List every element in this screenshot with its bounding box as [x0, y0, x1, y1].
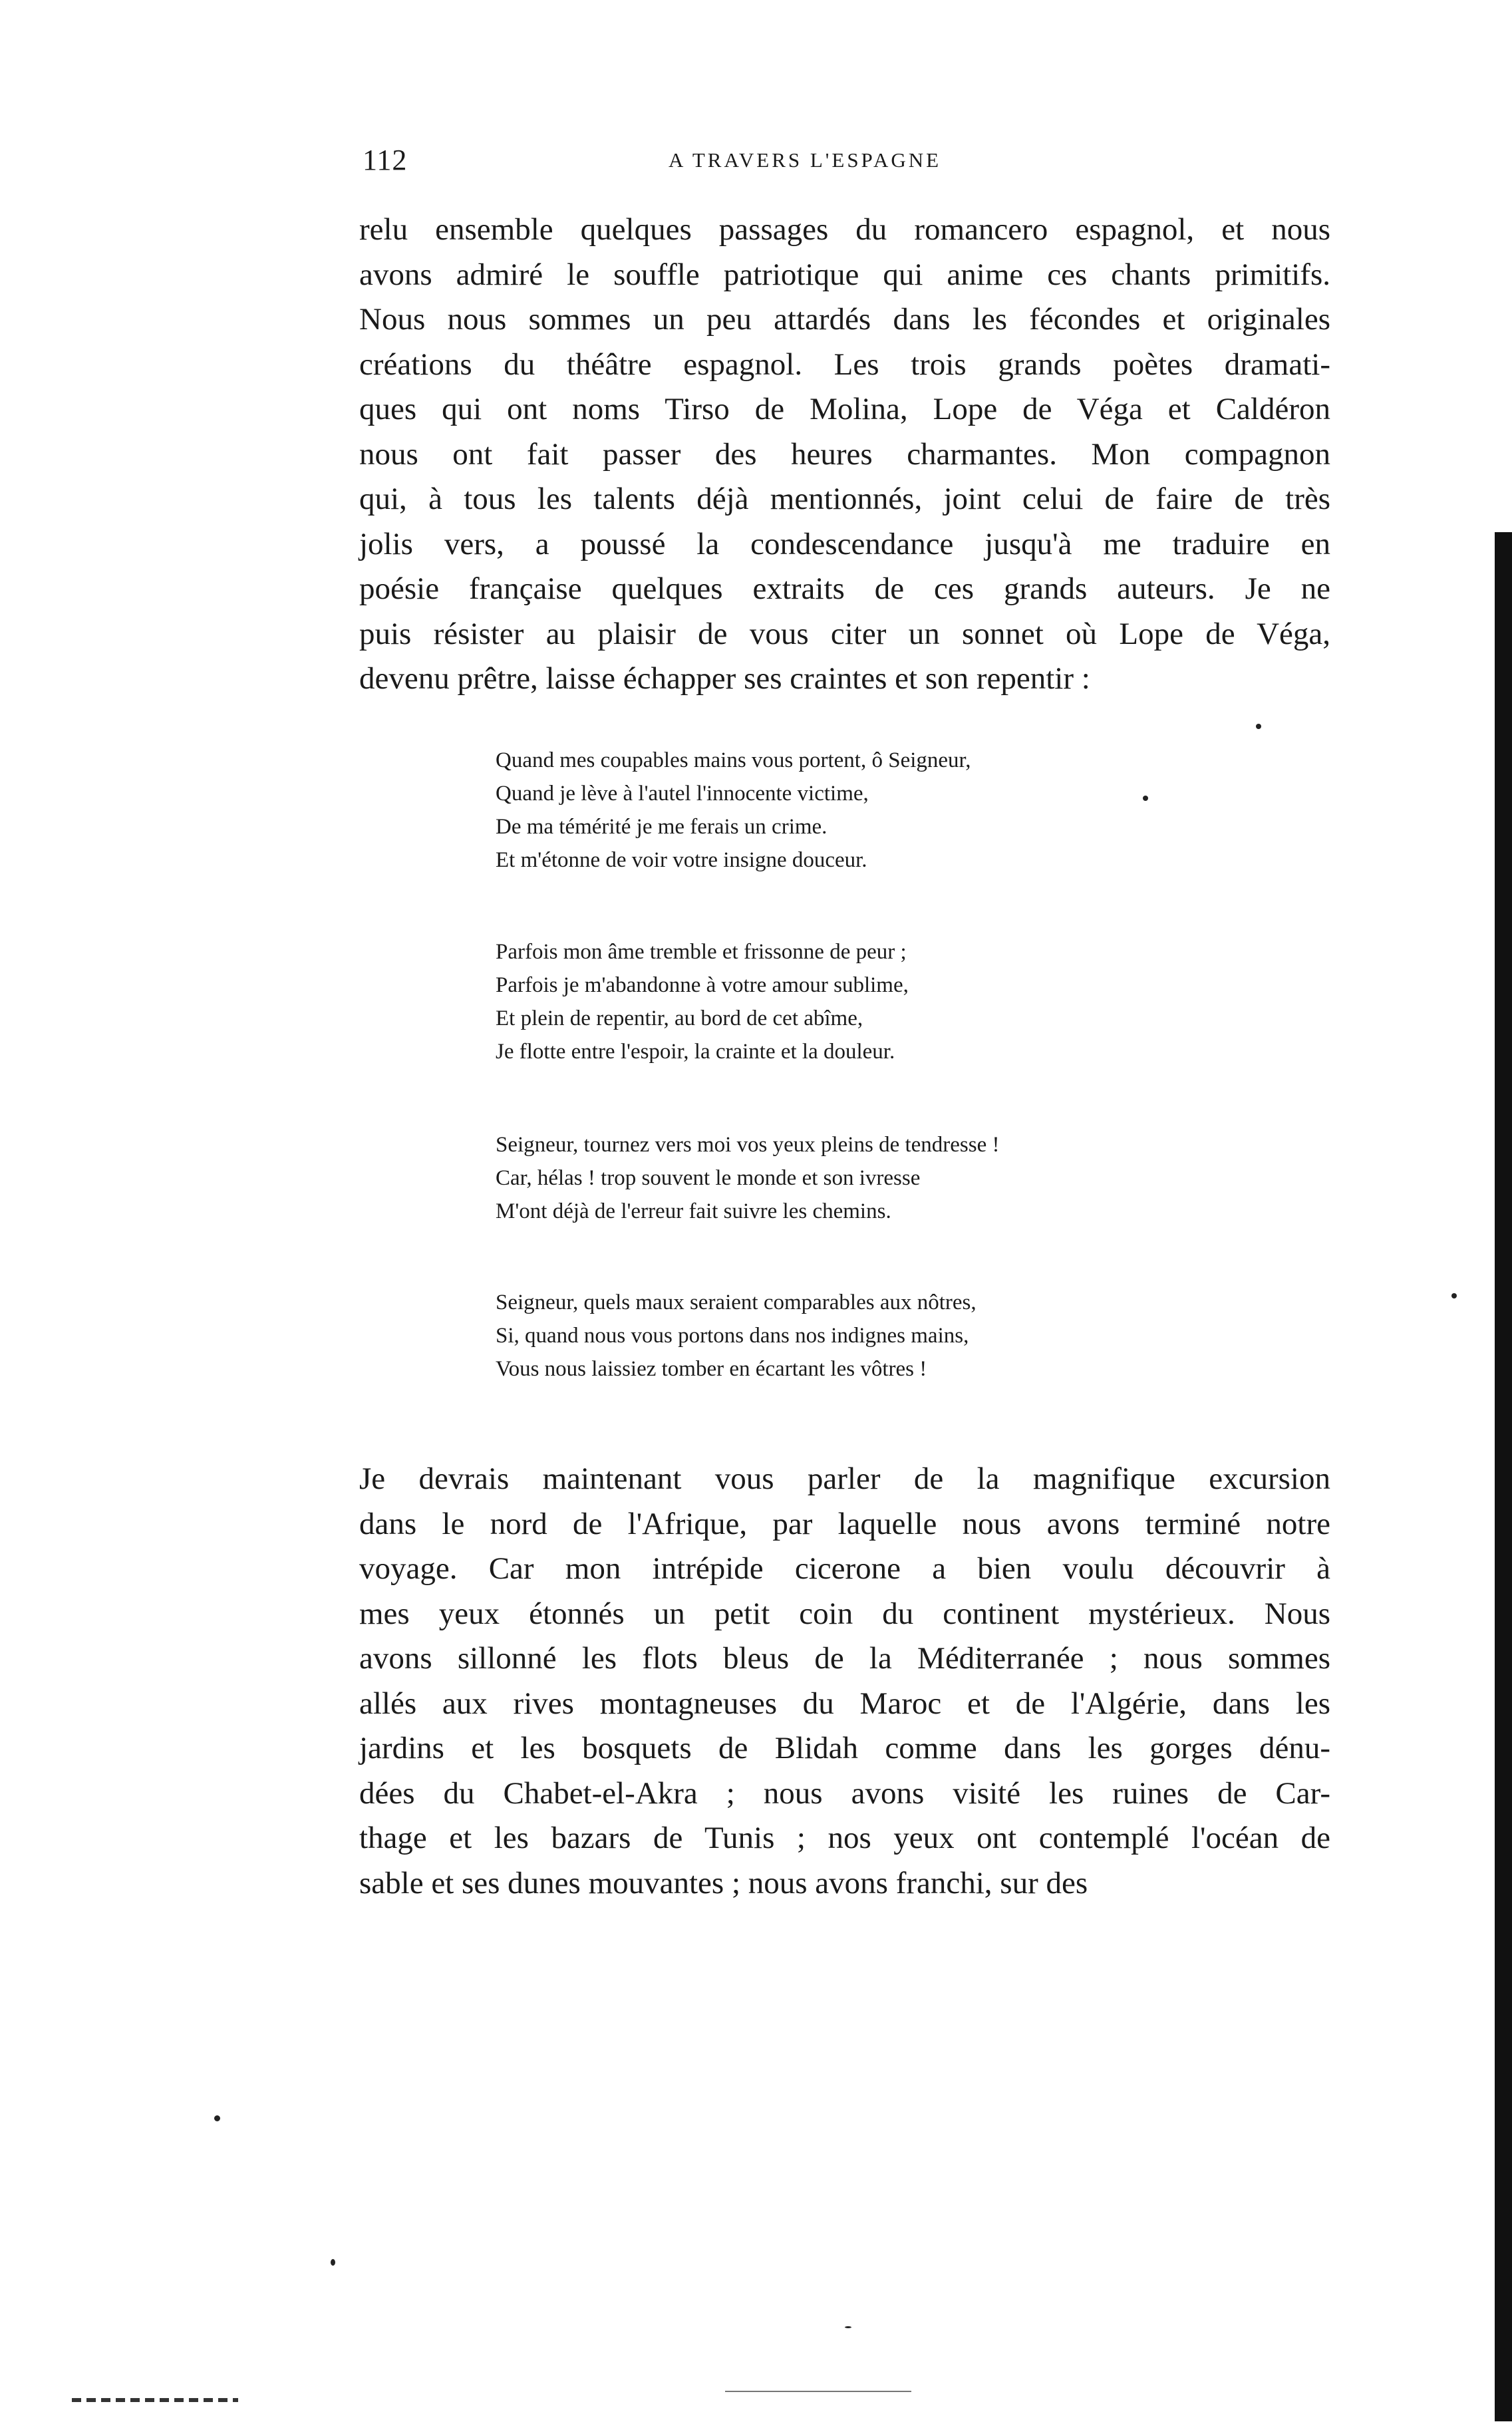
paragraph-line: créations du théâtre espagnol. Les trois grands poètes dramati- [359, 347, 1330, 382]
page-number: 112 [363, 144, 408, 176]
paragraph-line: thage et les bazars de Tunis ; nos yeux ont contemplé l'océan de [359, 1821, 1330, 1855]
verse-line: Quand mes coupables mains vous portent, ô Seigneur, [496, 748, 971, 772]
verse-line: Car, hélas ! trop souvent le monde et son ivresse [496, 1166, 921, 1190]
scan-smudge [72, 2398, 238, 2402]
paragraph-line: allés aux rives montagneuses du Maroc et de l'Algérie, dans les [359, 1686, 1330, 1721]
sonnet-stanza-3 [496, 1128, 1267, 1228]
scan-speck [331, 2259, 335, 2266]
paragraph-line: ques qui ont noms Tirso de Molina, Lope de Véga et Caldéron [359, 392, 1330, 426]
verse-line: Et plein de repentir, au bord de cet abîme, [496, 1006, 863, 1030]
paragraph-2 [359, 1457, 1330, 1906]
scan-speck [845, 2326, 851, 2328]
scan-speck [214, 2115, 220, 2121]
verse-line: Je flotte entre l'espoir, la crainte et la douleur. [496, 1040, 895, 1064]
verse-line: M'ont déjà de l'erreur fait suivre les chemins. [496, 1199, 891, 1223]
verse-line: Et m'étonne de voir votre insigne douceur. [496, 848, 867, 872]
scan-speck [1256, 724, 1261, 729]
paragraph-line: mes yeux étonnés un petit coin du continent mystérieux. Nous [359, 1596, 1330, 1631]
paragraph-line: Nous nous sommes un peu attardés dans les fécondes et originales [359, 302, 1330, 337]
sonnet-stanza-1 [496, 744, 1267, 877]
paragraph-line: voyage. Car mon intrépide cicerone a bien voulu découvrir à [359, 1551, 1330, 1586]
verse-line: Parfois je m'abandonne à votre amour sublime, [496, 973, 909, 997]
page-header [363, 143, 1327, 183]
scan-speck [1143, 796, 1148, 801]
paragraph-line: dans le nord de l'Afrique, par laquelle nous avons terminé notre [359, 1506, 1330, 1541]
paragraph-line: nous ont fait passer des heures charmantes. Mon compagnon [359, 436, 1330, 472]
scan-edge-shadow [1495, 532, 1512, 2421]
paragraph-line: dées du Chabet-el-Akra ; nous avons visité les ruines de Car- [359, 1775, 1330, 1811]
paragraph-line: avons sillonné les flots bleus de la Méditerranée ; nous sommes [359, 1641, 1330, 1676]
scan-rule-mark [725, 2391, 911, 2392]
verse-line: De ma témérité je me ferais un crime. [496, 815, 828, 839]
paragraph-line: Je devrais maintenant vous parler de la magnifique excursion [359, 1461, 1330, 1496]
verse-line: Seigneur, quels maux seraient comparables aux nôtres, [496, 1290, 977, 1314]
paragraph-line: qui, à tous les talents déjà mentionnés, joint celui de faire de très [359, 482, 1330, 516]
paragraph-line: jardins et les bosquets de Blidah comme dans les gorges dénu- [359, 1731, 1330, 1765]
verse-line: Seigneur, tournez vers moi vos yeux pleins de tendresse ! [496, 1133, 1000, 1157]
paragraph-line: relu ensemble quelques passages du romancero espagnol, et nous [359, 212, 1330, 247]
sonnet-stanza-2 [496, 935, 1267, 1068]
paragraph-line: jolis vers, a poussé la condescendance jusqu'à me traduire en [359, 526, 1330, 561]
sonnet-stanza-4 [496, 1286, 1267, 1386]
verse-line: Si, quand nous vous portons dans nos indignes mains, [496, 1324, 969, 1348]
verse-line: Quand je lève à l'autel l'innocente victime, [496, 782, 869, 806]
paragraph-line: puis résister au plaisir de vous citer un sonnet où Lope de Véga, [359, 616, 1330, 651]
paragraph-line: devenu prêtre, laisse échapper ses craintes et son repentir : [359, 661, 1090, 696]
running-title: A TRAVERS L'ESPAGNE [669, 148, 942, 172]
paragraph-line: poésie française quelques extraits de ces grands auteurs. Je ne [359, 571, 1330, 606]
paragraph-line: sable et ses dunes mouvantes ; nous avons franchi, sur des [359, 1865, 1088, 1900]
verse-line: Vous nous laissiez tomber en écartant les vôtres ! [496, 1357, 927, 1381]
scan-speck [1451, 1293, 1457, 1298]
verse-line: Parfois mon âme tremble et frissonne de peur ; [496, 940, 907, 964]
paragraph-1 [359, 208, 1330, 702]
paragraph-line: avons admiré le souffle patriotique qui anime ces chants primitifs. [359, 257, 1330, 292]
